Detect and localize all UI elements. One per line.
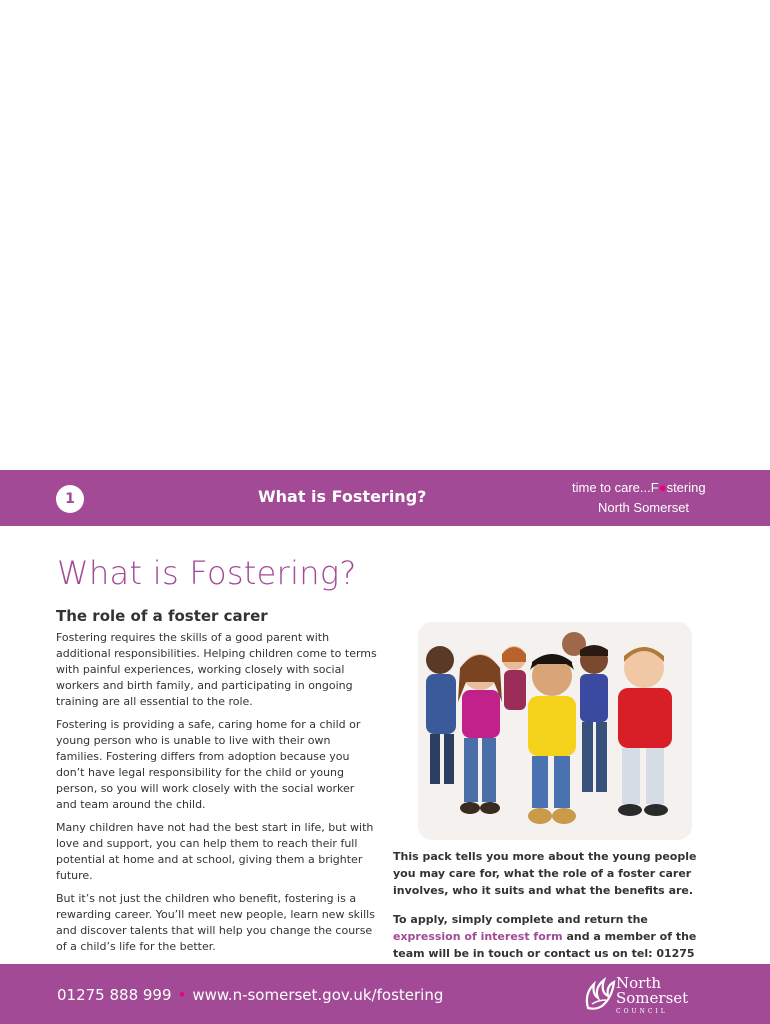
expression-of-interest-link[interactable]: expression of interest form (393, 930, 563, 943)
council-logo-text (616, 976, 706, 1016)
page-title: What is Fostering? (57, 554, 357, 592)
tagline-end: stering (666, 480, 706, 495)
bullet-separator-icon: • (177, 986, 187, 1004)
apply-text-end: and a member of the team will be in touch or contact us on tel: 01275 (393, 930, 697, 960)
pack-intro-text: This pack tells you more about the young people you may care for, what the role of a foster carer involves, who it suits and what the benefits are. (393, 850, 697, 897)
logo-line-2: Somerset (616, 989, 689, 1007)
body-text-column (56, 630, 378, 962)
paragraph: Fostering requires the skills of a good parent with additional responsibilities. Helping children come to terms with painful experiences, working closely with social workers and birth family, and participating in ongoing training are all essential to the role. (56, 631, 377, 708)
council-logo-icon (580, 974, 620, 1014)
banner-title: What is Fostering? (258, 487, 427, 506)
footer-website-link[interactable]: www.n-somerset.gov.uk/fostering (192, 986, 444, 1004)
footer-phone: 01275 888 999 (57, 986, 172, 1004)
tagline-dot-icon: ● (658, 480, 667, 495)
section-number-badge: 1 (56, 485, 84, 513)
tagline (572, 480, 706, 495)
paragraph: But it’s not just the children who benefit, fostering is a rewarding career. You’ll meet new people, learn new skills and discover talents that will help you change the course of a child’s life for the better. (56, 892, 375, 953)
footer-contact (57, 986, 443, 1004)
logo-line-1: North (616, 974, 662, 992)
section-subheading: The role of a foster carer (56, 607, 268, 625)
footer-bar (0, 964, 770, 1024)
logo-line-3: COUNCIL (616, 1008, 668, 1015)
children-photo (418, 622, 692, 840)
apply-text-start: To apply, simply complete and return the (393, 913, 648, 926)
paragraph: Fostering is providing a safe, caring home for a child or young person who is unable to live with their own families. Fostering differs from adoption because you don’t have legal responsibility for the child or young person, so you will work closely with the social worker and team around the child. (56, 718, 361, 811)
header-banner (0, 470, 770, 526)
paragraph: Many children have not had the best start in life, but with love and support, you can help them to reach their full potential at home and at school, giving them a brighter future. (56, 821, 374, 882)
children-illustration (418, 622, 692, 840)
council-name: North Somerset (598, 500, 690, 515)
tagline-start: time to care...F (572, 480, 659, 495)
